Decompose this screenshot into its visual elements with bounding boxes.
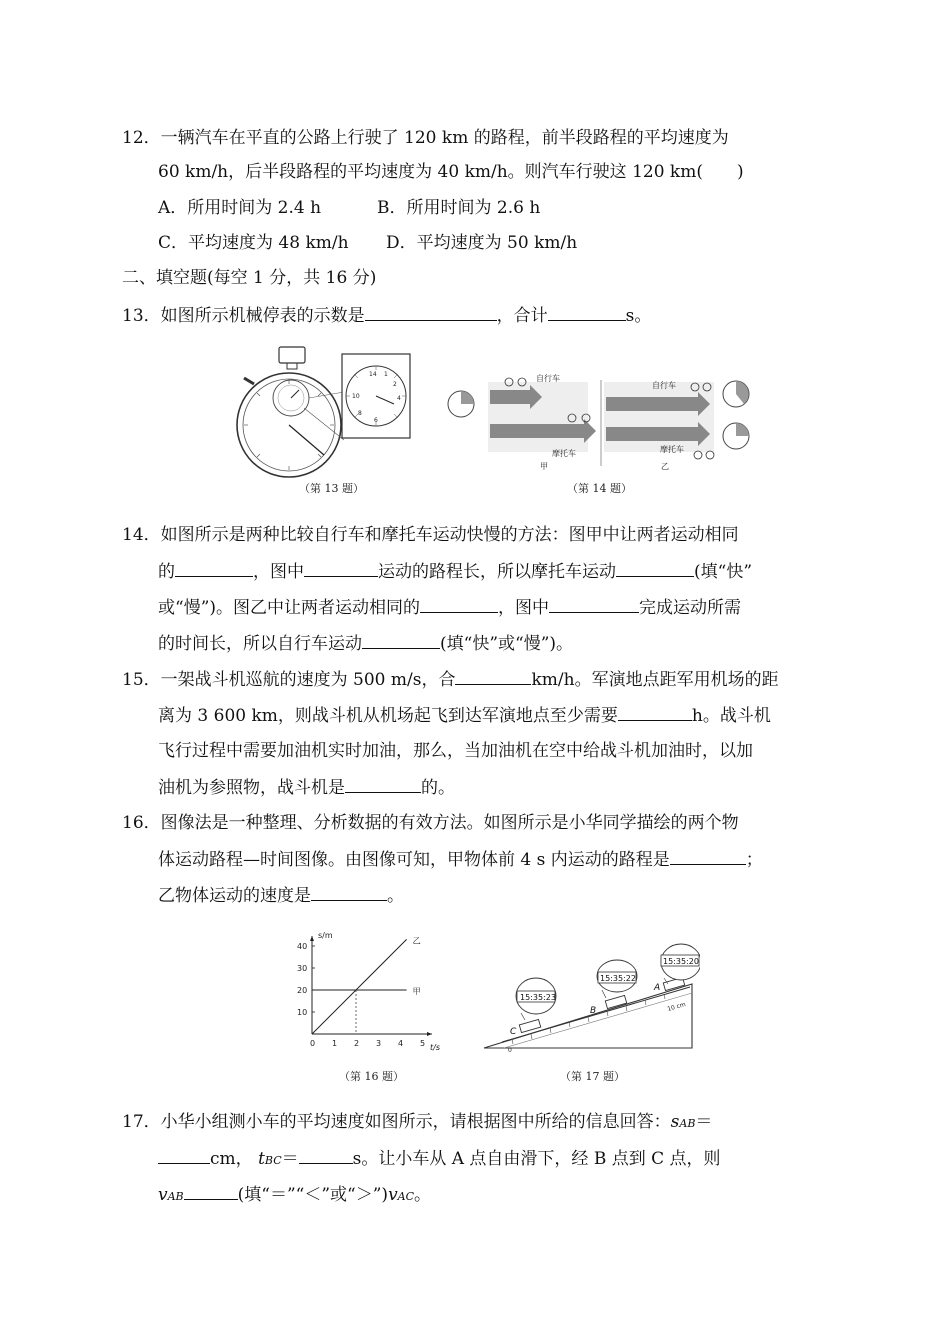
q15-blank-1[interactable] [455, 667, 531, 685]
section-heading: 二、填空题(每空 1 分，共 16 分) [122, 268, 377, 288]
series-label-1: 乙 [412, 936, 421, 946]
q17-subscript: AB [167, 1190, 184, 1203]
dial-num-1: 1 [384, 371, 388, 378]
q14-text: (填“快” [694, 562, 753, 582]
dial-num-2: 2 [393, 381, 397, 388]
q14-text: 或“慢”)。图乙中让两者运动相同的 [158, 598, 421, 618]
q15-blank-3[interactable] [345, 775, 421, 793]
y-tick-label: 20 [297, 986, 308, 995]
q16-line1: 16．图像法是一种整理、分析数据的有效方法。如图所示是小华同学描绘的两个物 [122, 813, 739, 833]
q12-line2: 60 km/h，后半段路程的平均速度为 40 km/h。则汽车行驶这 120 km( ) [158, 162, 744, 182]
x-tick-label: 1 [332, 1039, 338, 1048]
q15-text: 离为 3 600 km，则战斗机从机场起飞到达军演地点至少需要 [158, 706, 618, 726]
q13-post: s。 [625, 306, 652, 326]
fig13-caption: （第 13 题） [299, 482, 364, 495]
ramp-figure [478, 936, 700, 1058]
car-c-icon [519, 1019, 540, 1032]
q15-line2 [158, 703, 771, 728]
q17-symbol: v [388, 1185, 398, 1205]
y-tick-label: 10 [297, 1008, 308, 1017]
q14-text: ，图中 [498, 598, 550, 618]
q16-line2 [158, 847, 763, 872]
q14-line1: 14．如图所示是两种比较自行车和摩托车运动快慢的方法：图甲中让两者运动相同 [122, 525, 739, 545]
q16-text: 乙物体运动的速度是 [158, 886, 311, 906]
q17-line2 [158, 1146, 721, 1173]
q13-blank-1[interactable] [365, 303, 497, 321]
q17-symbol: v [158, 1185, 168, 1205]
y-tick-label: 40 [297, 942, 308, 951]
q15-text: 的。 [421, 778, 455, 798]
x-tick-label: 4 [398, 1039, 404, 1048]
q15-line4 [158, 775, 455, 800]
stopwatch-figure [234, 340, 414, 488]
time-b: 15:35:22 [600, 974, 636, 983]
label-yi: 乙 [661, 462, 669, 471]
q13-line [122, 303, 651, 328]
q14-blank-2[interactable] [304, 559, 378, 577]
q16-text: 体运动路程—时间图像。由图像可知，甲物体前 4 s 内运动的路程是 [158, 850, 670, 870]
dial-num-4: 4 [397, 395, 401, 402]
q17-subscript: AC [397, 1190, 415, 1203]
x-tick-label: 0 [310, 1039, 316, 1048]
q14-text: ，图中 [253, 562, 304, 582]
ruler-zero: 0 [508, 1047, 512, 1054]
q16-text: 。 [387, 886, 404, 906]
label-bicycle-yi: 自行车 [652, 381, 676, 390]
ruler-unit: 10 cm [666, 1001, 687, 1013]
y-axis-arrow-icon [310, 936, 314, 941]
q14-text: 的 [158, 562, 175, 582]
stopwatch-button-icon [244, 378, 254, 384]
q17-subscript: BC [264, 1154, 282, 1167]
label-motorcycle-yi: 摩托车 [660, 445, 684, 454]
q17-subscript: AB [679, 1117, 696, 1130]
q15-blank-2[interactable] [618, 703, 692, 721]
q14-line4 [158, 631, 573, 656]
q13-mid: ，合计 [496, 306, 548, 326]
x-tick-label: 3 [376, 1039, 382, 1048]
q14-text: 的时间长，所以自行车运动 [158, 634, 362, 654]
x-tick-label: 2 [354, 1039, 360, 1048]
q17-text: ＝ [281, 1149, 299, 1169]
label-a: A [654, 983, 661, 993]
q14-blank-1[interactable] [175, 559, 253, 577]
q17-line3 [158, 1182, 431, 1209]
time-a: 15:35:20 [663, 957, 699, 966]
q14-blank-4[interactable] [420, 595, 498, 613]
q14-blank-5[interactable] [549, 595, 639, 613]
dial-num-14: 14 [369, 371, 377, 378]
q17-blank-3[interactable] [184, 1182, 238, 1200]
label-c: C [510, 1027, 517, 1037]
q15-text: h。战斗机 [691, 706, 771, 726]
q12-option-c: C．平均速度为 48 km/h [158, 233, 349, 253]
time-c: 15:35:23 [520, 993, 556, 1002]
label-motorcycle-jia: 摩托车 [552, 449, 576, 458]
x-axis-label: t/s [430, 1043, 440, 1052]
x-tick-label: 5 [420, 1039, 426, 1048]
dial-num-6: 6 [374, 417, 378, 424]
q17-text: 17．小华小组测小车的平均速度如图所示，请根据图中所给的信息回答： [122, 1112, 671, 1132]
q12-option-a: A．所用时间为 2.4 h [158, 198, 322, 218]
q17-symbol: t [258, 1149, 265, 1169]
fig16-caption: （第 16 题） [339, 1070, 404, 1083]
q14-blank-6[interactable] [362, 631, 440, 649]
q12-option-b: B．所用时间为 2.6 h [377, 198, 541, 218]
q16-blank-1[interactable] [670, 847, 746, 865]
label-jia: 甲 [540, 462, 548, 471]
q14-text: (填“快”或“慢”)。 [440, 634, 574, 654]
fig14-figure [444, 352, 754, 474]
q17-text: (填“＝”“＜”或“＞”) [237, 1185, 389, 1205]
q17-symbol: s [670, 1112, 680, 1132]
q17-blank-1[interactable] [158, 1146, 210, 1164]
q17-line1 [122, 1110, 712, 1136]
label-b: B [590, 1006, 597, 1016]
q17-text: s。让小车从 A 点自由滑下，经 B 点到 C 点，则 [352, 1149, 721, 1169]
q12-option-d: D．平均速度为 50 km/h [386, 233, 578, 253]
q13-blank-2[interactable] [548, 303, 626, 321]
dial-num-8: 8 [358, 410, 362, 417]
y-axis-label: s/m [318, 931, 333, 940]
q17-text: ＝ [695, 1112, 713, 1132]
q14-text: 完成运动所需 [639, 598, 742, 618]
q12-line1: 12．一辆汽车在平直的公路上行驶了 120 km 的路程，前半段路程的平均速度为 [122, 128, 729, 148]
label-bicycle-jia: 自行车 [536, 374, 560, 383]
q17-text: 。 [414, 1185, 432, 1205]
stopwatch-second-hand [289, 425, 324, 455]
q15-text: 油机为参照物，战斗机是 [158, 778, 345, 798]
q15-line3: 飞行过程中需要加油机实时加油，那么，当加油机在空中给战斗机加油时，以加 [158, 741, 753, 761]
q16-blank-2[interactable] [311, 883, 387, 901]
q13-pre: 13．如图所示机械停表的示数是 [122, 306, 365, 326]
q17-blank-2[interactable] [299, 1146, 353, 1164]
q14-blank-3[interactable] [616, 559, 694, 577]
series-line-1 [312, 939, 407, 1034]
fig17-caption: （第 17 题） [560, 1070, 625, 1083]
q14-text: 运动的路程长，所以摩托车运动 [378, 562, 616, 582]
fig14-caption: （第 14 题） [567, 482, 632, 495]
q16-line3 [158, 883, 404, 908]
x-axis-arrow-icon [427, 1032, 432, 1036]
q14-line2 [158, 559, 752, 584]
q15-text: km/h。军演地点距军用机场的距 [531, 670, 779, 690]
q14-line3 [158, 595, 741, 620]
dial-num-10: 10 [352, 393, 360, 400]
series-label-2: 甲 [412, 987, 421, 996]
st-graph [288, 926, 448, 1058]
y-tick-label: 30 [297, 964, 308, 973]
q15-text: 15．一架战斗机巡航的速度为 500 m/s，合 [122, 670, 456, 690]
q15-line1 [122, 667, 779, 692]
stopwatch-crown-icon [279, 347, 305, 363]
q17-text: cm， [210, 1149, 253, 1169]
q16-text: ； [745, 850, 763, 870]
